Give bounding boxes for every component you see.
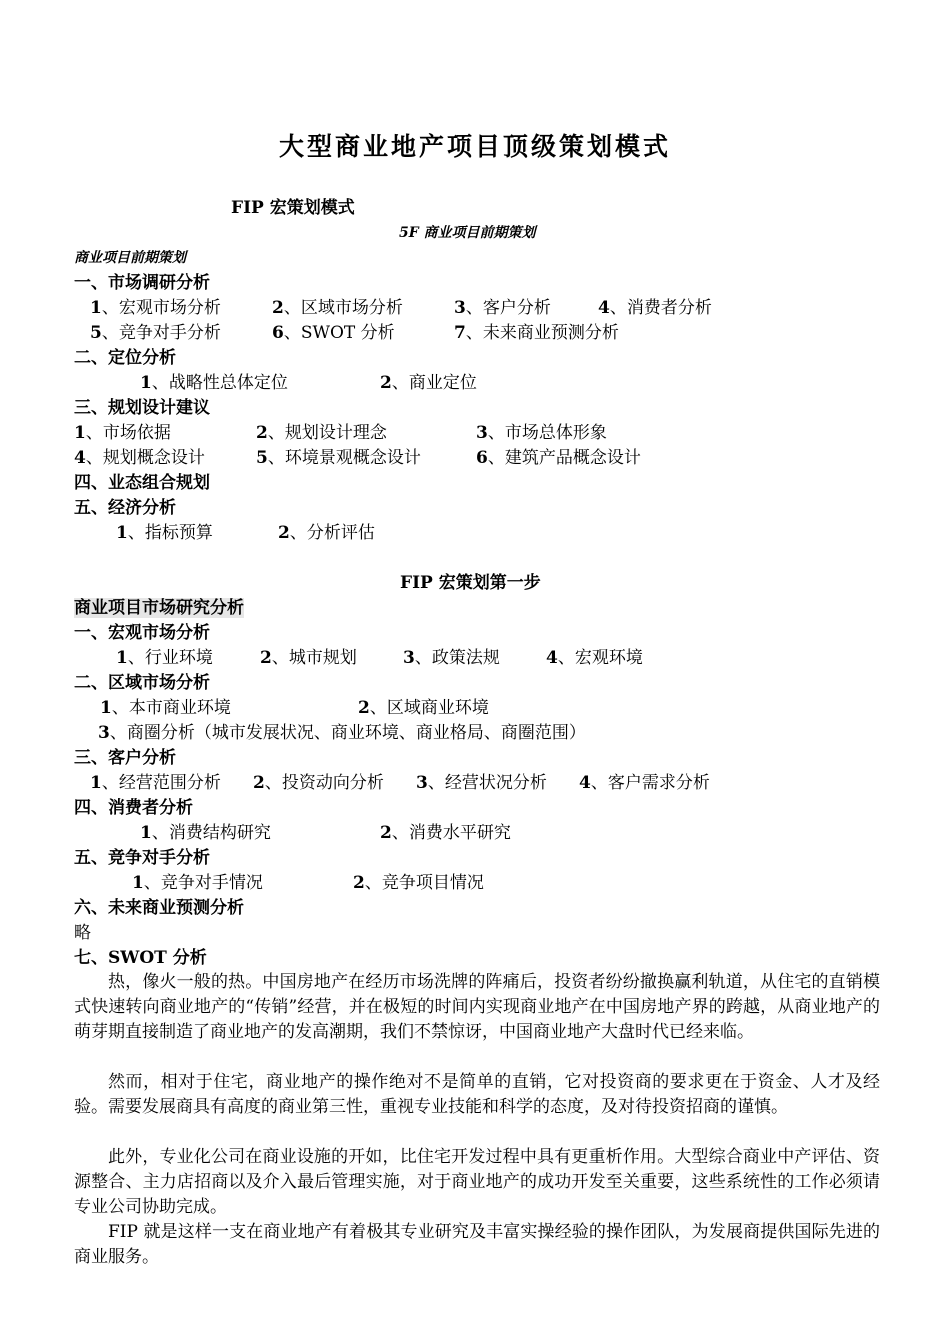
section-heading: 六、未来商业预测分析 bbox=[74, 898, 244, 918]
item-number: 1 bbox=[140, 373, 152, 393]
item-number: 1 bbox=[90, 773, 102, 793]
list-item bbox=[476, 448, 641, 468]
item-text: 、城市规划 bbox=[271, 648, 357, 668]
item-number: 1 bbox=[90, 298, 102, 318]
item-text: 、宏观环境 bbox=[557, 648, 643, 668]
list-item bbox=[476, 423, 607, 443]
item-number: 1 bbox=[132, 873, 144, 893]
section-heading: 三、客户分析 bbox=[74, 748, 176, 768]
item-number: 2 bbox=[380, 823, 392, 843]
item-number: 3 bbox=[416, 773, 428, 793]
item-text: 、投资动向分析 bbox=[264, 773, 384, 793]
list-item bbox=[454, 323, 619, 343]
list-item bbox=[403, 648, 500, 668]
document-title: 大型商业地产项目顶级策划模式 bbox=[278, 132, 671, 161]
item-text: 、规划概念设计 bbox=[85, 448, 205, 468]
list-item bbox=[256, 423, 387, 443]
section-heading: 四、业态组合规划 bbox=[74, 473, 210, 493]
list-item bbox=[74, 448, 205, 468]
item-number: 2 bbox=[358, 698, 370, 718]
section-heading: 五、经济分析 bbox=[74, 498, 176, 518]
section-heading: 二、区域市场分析 bbox=[74, 673, 210, 693]
item-text: 、消费水平研究 bbox=[391, 823, 511, 843]
item-text: 、经营范围分析 bbox=[101, 773, 221, 793]
section-heading: 三、规划设计建议 bbox=[74, 398, 210, 418]
item-text: 、宏观市场分析 bbox=[101, 298, 221, 318]
item-text: 、区域商业环境 bbox=[369, 698, 489, 718]
item-text: 、竞争项目情况 bbox=[364, 873, 484, 893]
list-item bbox=[358, 698, 489, 718]
list-item bbox=[90, 773, 221, 793]
item-number: 1 bbox=[116, 523, 128, 543]
section-heading: 二、定位分析 bbox=[74, 348, 176, 368]
list-item bbox=[454, 298, 551, 318]
item-number: 1 bbox=[116, 648, 128, 668]
list-item bbox=[579, 773, 710, 793]
fivef-heading: 5F 商业项目前期策划 bbox=[399, 225, 536, 241]
list-item bbox=[90, 323, 221, 343]
list-item bbox=[116, 648, 213, 668]
paragraph: 此外，专业化公司在商业设施的开如，比住宅开发过程中具有更重析作用。大型综合商业中产评估、资源整合、主力店招商以及介入最后管理实施，对于商业地产的成功开发至关重要，这些系统性的工作必须请专业公司协助完成。 bbox=[74, 1147, 880, 1217]
item-number: 1 bbox=[100, 698, 112, 718]
item-number: 2 bbox=[353, 873, 365, 893]
list-item bbox=[278, 523, 375, 543]
item-text: 、本市商业环境 bbox=[111, 698, 231, 718]
item-text: 、SWOT 分析 bbox=[283, 323, 395, 343]
item-text: 、经营状况分析 bbox=[427, 773, 547, 793]
item-number: 3 bbox=[403, 648, 415, 668]
section-heading: 五、竞争对手分析 bbox=[74, 848, 210, 868]
section-heading: 四、消费者分析 bbox=[74, 798, 193, 818]
item-text: 、客户分析 bbox=[465, 298, 551, 318]
item-text: 、客户需求分析 bbox=[590, 773, 710, 793]
item-text: 、规划设计理念 bbox=[267, 423, 387, 443]
list-item bbox=[116, 523, 213, 543]
item-number: 2 bbox=[380, 373, 392, 393]
list-item bbox=[253, 773, 384, 793]
item-text: 、指标预算 bbox=[127, 523, 213, 543]
item-number: 4 bbox=[546, 648, 558, 668]
item-text: 、未来商业预测分析 bbox=[465, 323, 619, 343]
list-item bbox=[90, 298, 221, 318]
item-number: 4 bbox=[579, 773, 591, 793]
item-number: 1 bbox=[140, 823, 152, 843]
list-item bbox=[380, 373, 477, 393]
item-text: 、建筑产品概念设计 bbox=[487, 448, 641, 468]
item-number: 4 bbox=[598, 298, 610, 318]
item-text: 、行业环境 bbox=[127, 648, 213, 668]
paragraph: 热，像火一般的热。中国房地产在经历市场洗牌的阵痛后，投资者纷纷撤换赢利轨道，从住宅的直销模式快速转向商业地产的“传销”经营，并在极短的时间内实现商业地产在中国房地产界的跨越，从商业地产的萌芽期直接制造了商业地产的发高潮期，我们不禁惊讶，中国商业地产大盘时代已经来临。 bbox=[74, 972, 880, 1042]
item-number: 3 bbox=[454, 298, 466, 318]
item-text: 、商圈分析（城市发展状况、商业环境、商业格局、商圈范围） bbox=[109, 723, 586, 743]
item-number: 3 bbox=[476, 423, 488, 443]
list-item bbox=[140, 373, 288, 393]
list-item bbox=[272, 323, 395, 343]
list-item bbox=[353, 873, 484, 893]
paragraph: 然而，相对于住宅，商业地产的操作绝对不是简单的直销，它对投资商的要求更在于资金、人才及经验。需要发展商具有高度的商业第三性，重视专业技能和科学的态度，及对待投资招商的谨慎。 bbox=[74, 1072, 880, 1117]
item-number: 2 bbox=[260, 648, 272, 668]
list-item bbox=[380, 823, 511, 843]
item-text: 、消费结构研究 bbox=[151, 823, 271, 843]
item-text: 、政策法规 bbox=[414, 648, 500, 668]
item-text: 、区域市场分析 bbox=[283, 298, 403, 318]
item-number: 5 bbox=[256, 448, 268, 468]
item-number: 6 bbox=[272, 323, 284, 343]
item-text: 、商业定位 bbox=[391, 373, 477, 393]
item-text: 、战略性总体定位 bbox=[151, 373, 288, 393]
section-heading: 七、SWOT 分析 bbox=[74, 948, 207, 968]
item-number: 2 bbox=[256, 423, 268, 443]
paragraph: FIP 就是这样一支在商业地产有着极其专业研究及丰富实操经验的操作团队，为发展商提供国际先进的商业服务。 bbox=[74, 1222, 880, 1267]
item-number: 1 bbox=[74, 423, 86, 443]
item-text: 、环境景观概念设计 bbox=[267, 448, 421, 468]
item-text: 、市场总体形象 bbox=[487, 423, 607, 443]
item-text: 、市场依据 bbox=[85, 423, 171, 443]
section-body: 略 bbox=[74, 923, 91, 943]
list-item bbox=[98, 723, 586, 743]
item-number: 2 bbox=[272, 298, 284, 318]
list-item bbox=[256, 448, 421, 468]
fip-step1-heading: FIP 宏策划第一步 bbox=[400, 573, 541, 593]
list-item bbox=[272, 298, 403, 318]
item-text: 、竞争对手分析 bbox=[101, 323, 221, 343]
list-item bbox=[260, 648, 357, 668]
list-item bbox=[74, 423, 171, 443]
market-research-heading: 商业项目市场研究分析 bbox=[74, 598, 244, 618]
early-planning-heading: 商业项目前期策划 bbox=[74, 250, 186, 266]
item-text: 、竞争对手情况 bbox=[143, 873, 263, 893]
item-text: 、分析评估 bbox=[289, 523, 375, 543]
item-number: 7 bbox=[454, 323, 466, 343]
item-number: 5 bbox=[90, 323, 102, 343]
item-number: 2 bbox=[278, 523, 290, 543]
item-number: 3 bbox=[98, 723, 110, 743]
item-number: 6 bbox=[476, 448, 488, 468]
list-item bbox=[140, 823, 271, 843]
list-item bbox=[546, 648, 643, 668]
item-text: 、消费者分析 bbox=[609, 298, 712, 318]
list-item bbox=[598, 298, 712, 318]
item-number: 2 bbox=[253, 773, 265, 793]
section-heading: 一、市场调研分析 bbox=[74, 273, 210, 293]
fip-macro-mode-heading: FIP 宏策划模式 bbox=[231, 198, 355, 218]
list-item bbox=[100, 698, 231, 718]
list-item bbox=[416, 773, 547, 793]
section-heading: 一、宏观市场分析 bbox=[74, 623, 210, 643]
item-number: 4 bbox=[74, 448, 86, 468]
list-item bbox=[132, 873, 263, 893]
